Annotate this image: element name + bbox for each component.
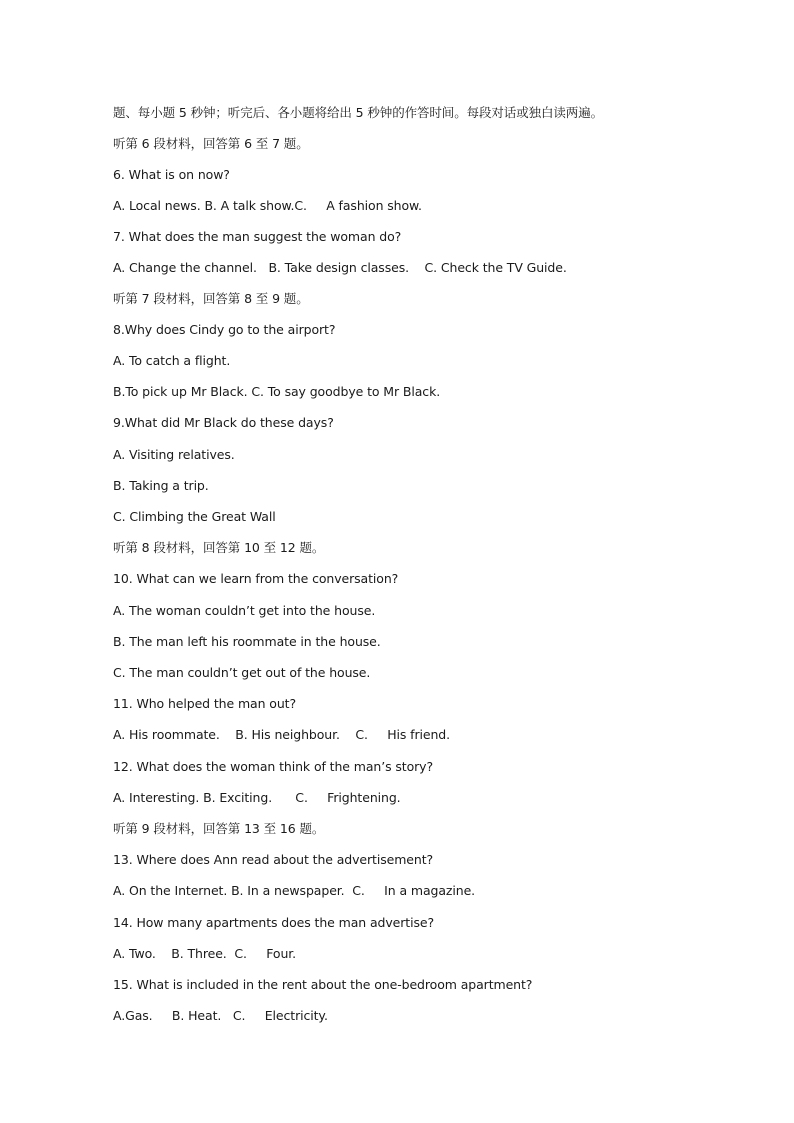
question-15: 15. What is included in the rent about the one-bedroom apartment? — [113, 977, 533, 992]
question-8: 8.Why does Cindy go to the airport? — [113, 322, 336, 337]
option-9b: B. Taking a trip. — [113, 478, 209, 493]
option-8bc: B.To pick up Mr Black. C. To say goodbye to Mr Black. — [113, 384, 441, 399]
section-heading-8: 听第 8 段材料，回答第 10 至 12 题。 — [113, 540, 325, 555]
options-12: A. Interesting. B. Exciting. C. Frightening. — [113, 790, 401, 805]
option-10b: B. The man left his roommate in the house. — [113, 634, 381, 649]
options-14: A. Two. B. Three. C. Four. — [113, 946, 297, 961]
question-9: 9.What did Mr Black do these days? — [113, 415, 334, 430]
section-heading-7: 听第 7 段材料，回答第 8 至 9 题。 — [113, 291, 309, 306]
question-12: 12. What does the woman think of the man’s story? — [113, 759, 434, 774]
options-7: A. Change the channel. B. Take design classes. C. Check the TV Guide. — [113, 260, 567, 275]
options-15: A.Gas. B. Heat. C. Electricity. — [113, 1008, 328, 1023]
options-6: A. Local news. B. A talk show.C. A fashion show. — [113, 198, 422, 213]
option-10c: C. The man couldn’t get out of the house. — [113, 665, 371, 680]
options-13: A. On the Internet. B. In a newspaper. C. In a magazine. — [113, 883, 476, 898]
option-8a: A. To catch a flight. — [113, 353, 231, 368]
section-heading-6: 听第 6 段材料，回答第 6 至 7 题。 — [113, 136, 309, 151]
question-14: 14. How many apartments does the man advertise? — [113, 915, 435, 930]
question-11: 11. Who helped the man out? — [113, 696, 296, 711]
option-9c: C. Climbing the Great Wall — [113, 509, 276, 524]
question-6: 6. What is on now? — [113, 167, 230, 182]
question-13: 13. Where does Ann read about the advertisement? — [113, 852, 434, 867]
option-9a: A. Visiting relatives. — [113, 447, 235, 462]
option-10a: A. The woman couldn’t get into the house. — [113, 603, 376, 618]
question-7: 7. What does the man suggest the woman do? — [113, 229, 402, 244]
question-10: 10. What can we learn from the conversation? — [113, 571, 399, 586]
section-heading-9: 听第 9 段材料，回答第 13 至 16 题。 — [113, 821, 325, 836]
options-11: A. His roommate. B. His neighbour. C. His friend. — [113, 727, 451, 742]
instruction-text: 题、每小题 5 秒钟；听完后、各小题将给出 5 秒钟的作答时间。每段对话或独白读两遍。 — [113, 105, 604, 120]
